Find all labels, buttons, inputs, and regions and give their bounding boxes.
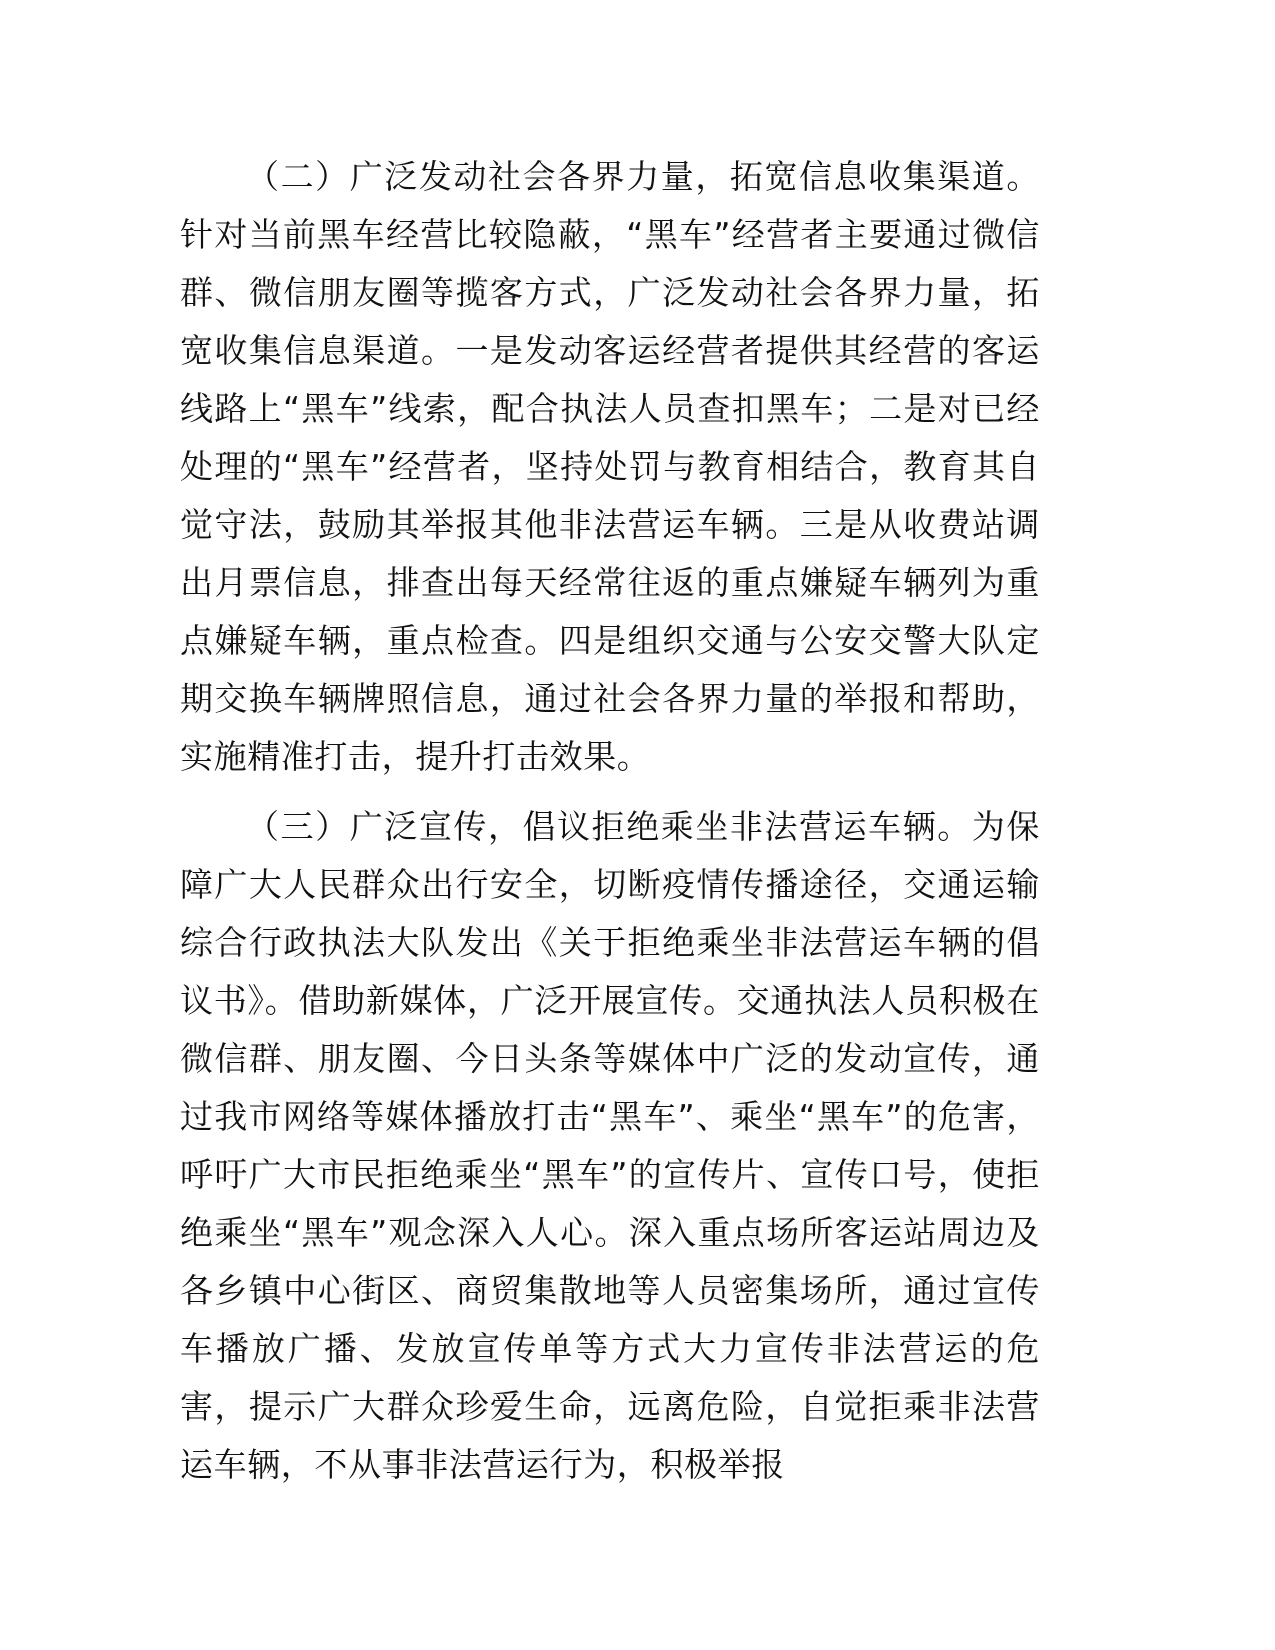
paragraph-section-two: （二）广泛发动社会各界力量，拓宽信息收集渠道。针对当前黑车经营比较隐蔽，“黑车”经营者主要通过微信群、微信朋友圈等揽客方式，广泛发动社会各界力量，拓宽收集信息渠道。一是发动客运经营者提供其经营的客运线路上“黑车”线索，配合执法人员查扣黑车；二是对已经处理的“黑车”经营者，坚持处罚与教育相结合，教育其自觉守法，鼓励其举报其他非法营运车辆。三是从收费站调出月票信息，排查出每天经常往返的重点嫌疑车辆列为重点嫌疑车辆，重点检查。四是组织交通与公安交警大队定期交换车辆牌照信息，通过社会各界力量的举报和帮助，实施精准打击，提升打击效果。 [180, 157, 1040, 776]
document-page [180, 148, 1040, 1494]
paragraph-section-three: （三）广泛宣传，倡议拒绝乘坐非法营运车辆。为保障广大人民群众出行安全，切断疫情传播途径，交通运输综合行政执法大队发出《关于拒绝乘坐非法营运车辆的倡议书》。借助新媒体，广泛开展宣传。交通执法人员积极在微信群、朋友圈、今日头条等媒体中广泛的发动宣传，通过我市网络等媒体播放打击“黑车”、乘坐“黑车”的危害，呼吁广大市民拒绝乘坐“黑车”的宣传片、宣传口号，使拒绝乘坐“黑车”观念深入人心。深入重点场所客运站周边及各乡镇中心街区、商贸集散地等人员密集场所，通过宣传车播放广播、发放宣传单等方式大力宣传非法营运的危害，提示广大群众珍爱生命，远离危险，自觉拒乘非法营运车辆，不从事非法营运行为，积极举报 [180, 807, 1040, 1484]
